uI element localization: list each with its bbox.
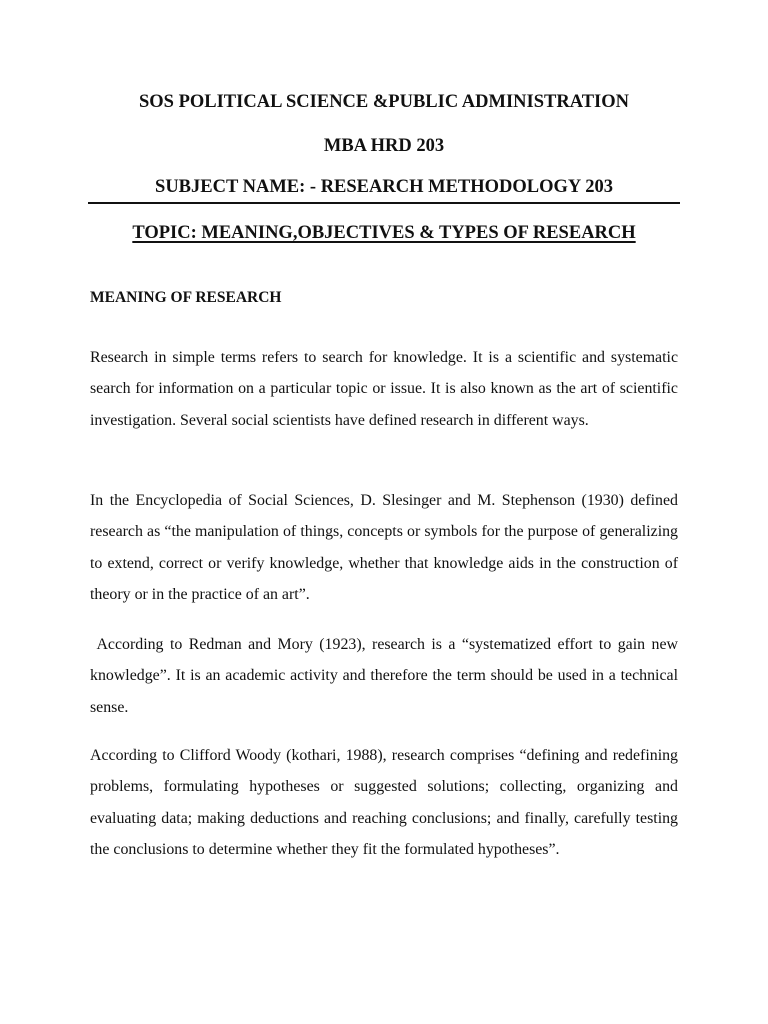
subject-name: SUBJECT NAME: - RESEARCH METHODOLOGY 203 (155, 177, 613, 197)
section-heading: MEANING OF RESEARCH (90, 289, 282, 306)
header-divider (88, 202, 680, 204)
paragraph: In the Encyclopedia of Social Sciences, D. Slesinger and M. Stephenson (1930) defined research as “the manipulation of things, concepts or symbols for the purpose of generalizing to extend, correct or verify knowledge, whether that knowledge aids in the construction of theory or in the practice of an art”. (90, 492, 678, 604)
paragraph: According to Redman and Mory (1923), research is a “systematized effort to gain new knowledge”. It is an academic activity and therefore the term should be used in a technical sense. (90, 636, 682, 716)
department-title: SOS POLITICAL SCIENCE &PUBLIC ADMINISTRATION (138, 92, 629, 112)
course-code: MBA HRD 203 (323, 136, 445, 156)
paragraph: Research in simple terms refers to search for knowledge. It is a scientific and systematic search for information on a particular topic or issue. It is also known as the art of scientific investigation. Several social scientists have defined research in different ways. (90, 349, 678, 429)
paragraph: According to Clifford Woody (kothari, 1988), research comprises “defining and redefining problems, formulating hypotheses or suggested solutions; collecting, organizing and evaluating data; making deductions and reaching conclusions; and finally, carefully testing the conclusions to determine whether they fit the formulated hypotheses”. (90, 747, 678, 859)
topic-title: TOPIC: MEANING,OBJECTIVES & TYPES OF RESEARCH (132, 223, 636, 243)
